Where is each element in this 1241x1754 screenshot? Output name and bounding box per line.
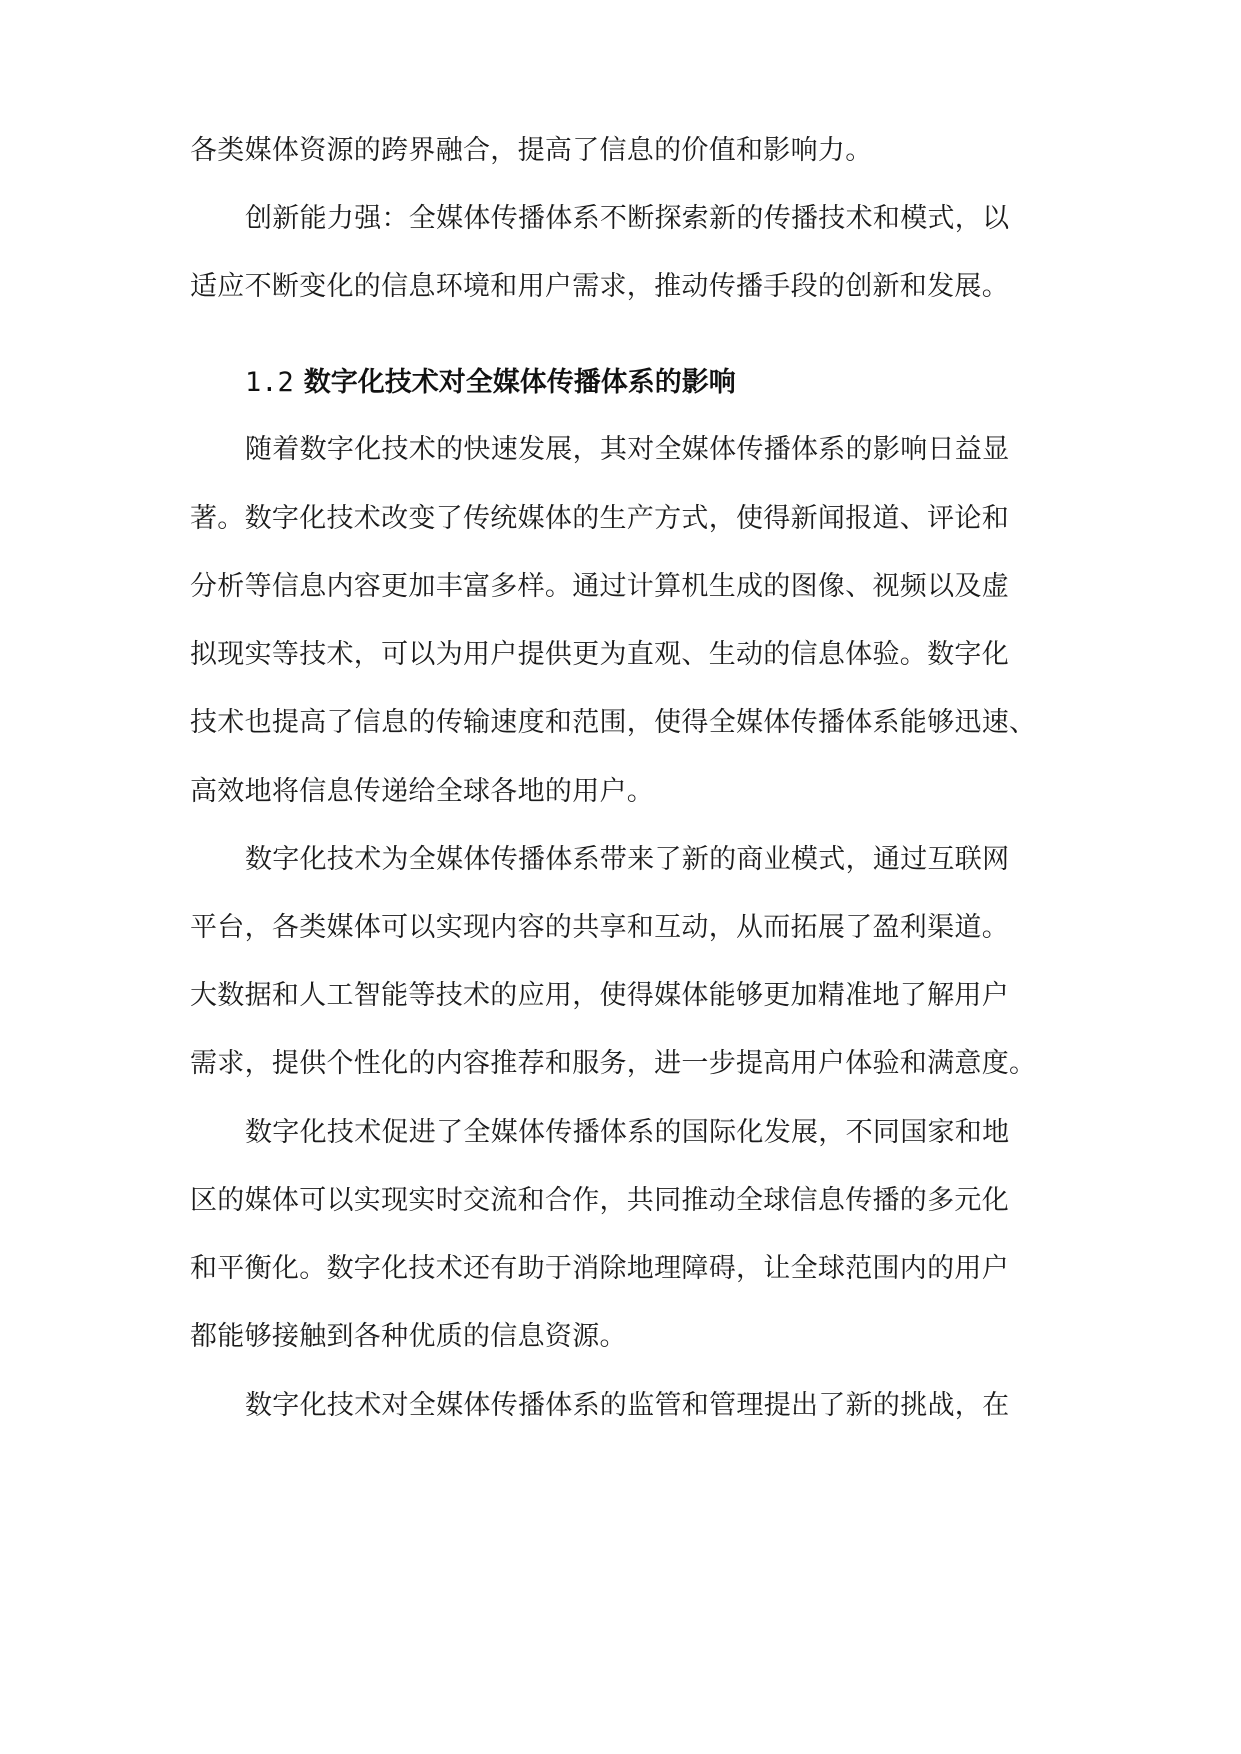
text-line: 数字化技术对全媒体传播体系的监管和管理提出了新的挑战，在 (245, 1390, 1010, 1421)
text-line: 适应不断变化的信息环境和用户需求，推动传播手段的创新和发展。 (190, 271, 1009, 302)
text-line: 高效地将信息传递给全球各地的用户。 (190, 776, 655, 807)
text-line: 创新能力强：全媒体传播体系不断探索新的传播技术和模式，以 (245, 203, 1010, 234)
section-heading (245, 364, 736, 402)
text-line: 都能够接触到各种优质的信息资源。 (190, 1321, 627, 1352)
text-line: 大数据和人工智能等技术的应用，使得媒体能够更加精准地了解用户 (190, 980, 1009, 1011)
text-line: 和平衡化。数字化技术还有助于消除地理障碍，让全球范围内的用户 (190, 1253, 1009, 1284)
section-number: 1.2 (245, 367, 294, 398)
text-line: 各类媒体资源的跨界融合，提高了信息的价值和影响力。 (190, 135, 873, 166)
text-line: 区的媒体可以实现实时交流和合作，共同推动全球信息传播的多元化 (190, 1185, 1009, 1216)
text-line: 技术也提高了信息的传输速度和范围，使得全媒体传播体系能够迅速、 (190, 707, 1037, 738)
section-title: 数字化技术对全媒体传播体系的影响 (303, 367, 736, 398)
text-line: 随着数字化技术的快速发展，其对全媒体传播体系的影响日益显 (245, 434, 1010, 465)
text-line: 分析等信息内容更加丰富多样。通过计算机生成的图像、视频以及虚 (190, 571, 1009, 602)
text-line: 平台，各类媒体可以实现内容的共享和互动，从而拓展了盈利渠道。 (190, 912, 1009, 943)
text-line: 著。数字化技术改变了传统媒体的生产方式，使得新闻报道、评论和 (190, 503, 1009, 534)
text-line: 拟现实等技术，可以为用户提供更为直观、生动的信息体验。数字化 (190, 639, 1009, 670)
text-line: 需求，提供个性化的内容推荐和服务，进一步提高用户体验和满意度。 (190, 1048, 1037, 1079)
text-line: 数字化技术为全媒体传播体系带来了新的商业模式，通过互联网 (245, 844, 1010, 875)
text-line: 数字化技术促进了全媒体传播体系的国际化发展，不同国家和地 (245, 1117, 1010, 1148)
